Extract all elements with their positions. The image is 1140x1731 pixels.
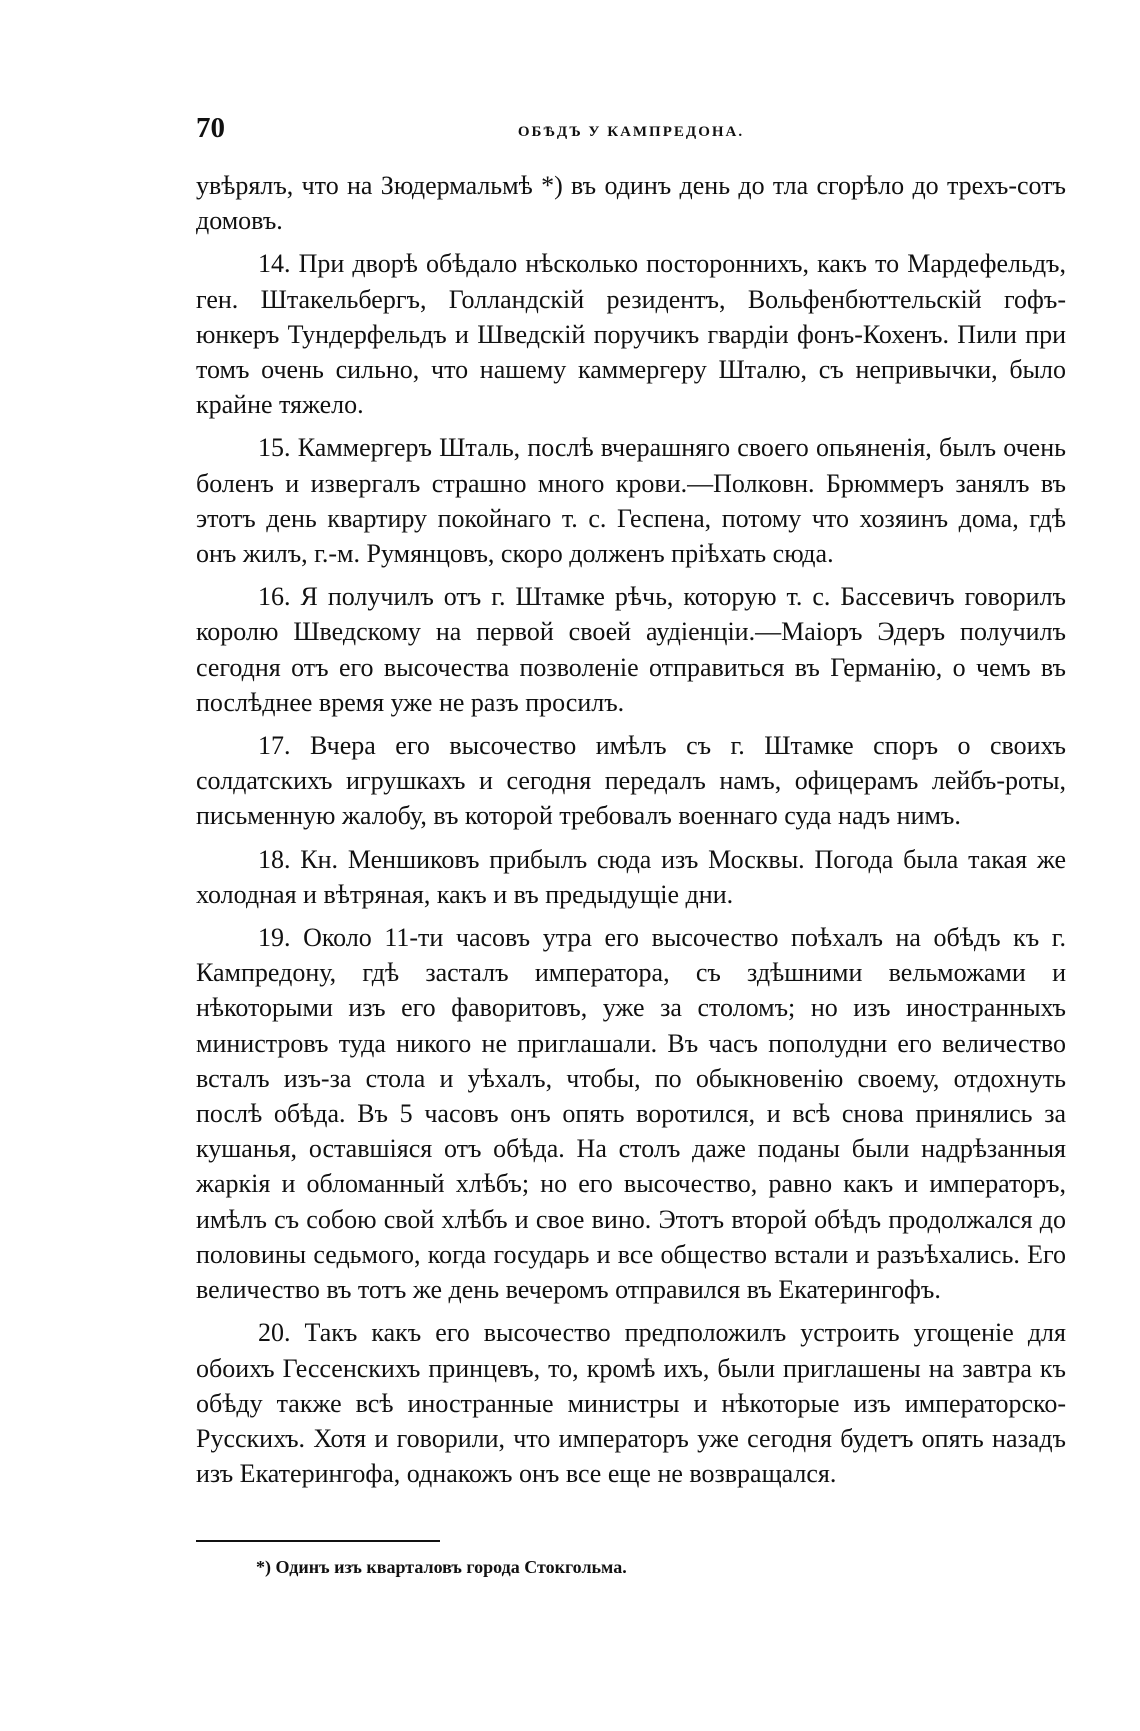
body-text xyxy=(196,168,1066,1499)
paragraph-continuation: увѣрялъ, что на Зюдермальмѣ *) въ одинъ день до тла сгорѣло до трехъ-сотъ домовъ. xyxy=(196,171,1066,236)
footnote: *) Одинъ изъ кварталовъ города Стокгольма. xyxy=(256,1557,627,1577)
page-number: 70 xyxy=(196,112,225,144)
page-header xyxy=(196,112,1066,152)
paragraph-19: 19. Около 11-ти часовъ утра его высочество поѣхалъ на обѣдъ къ г. Кампредону, гдѣ засталъ императора, съ здѣшними вельможами и нѣкоторыми изъ его фаворитовъ, уже за столомъ; но изъ иностранныхъ министровъ туда никого не приглашали. Въ часъ пополудни его величество всталъ изъ-за стола и уѣхалъ, чтобы, по обыкновенію своему, отдохнуть послѣ обѣда. Въ 5 часовъ онъ опять воротился, и всѣ снова принялись за кушанья, оставшіяся отъ обѣда. На столъ даже поданы были надрѣзанныя жаркія и обломанный хлѣбъ; но его высочество, равно какъ и императоръ, имѣлъ съ собою свой хлѣбъ и свое вино. Этотъ второй обѣдъ продолжался до половины седьмого, когда государь и все общество встали и разъѣхались. Его величество въ тотъ же день вечеромъ отправился въ Екатерингофъ. xyxy=(196,923,1066,1305)
paragraph-16: 16. Я получилъ отъ г. Штамке рѣчь, которую т. с. Бассевичъ говорилъ королю Шведскому на первой своей аудіенціи.—Маіоръ Эдеръ получилъ сегодня отъ его высочества позволеніе отправиться въ Германію, о чемъ въ послѣднее время уже не разъ просилъ. xyxy=(196,582,1066,717)
paragraph-17: 17. Вчера его высочество имѣлъ съ г. Штамке споръ о своихъ солдатскихъ игрушкахъ и сегодня передалъ намъ, офицерамъ лейбъ-роты, письменную жалобу, въ которой требовалъ военнаго суда надъ нимъ. xyxy=(196,731,1066,831)
footnote-divider xyxy=(196,1540,440,1542)
paragraph-15: 15. Каммергеръ Шталь, послѣ вчерашняго своего опьяненія, былъ очень боленъ и извергалъ страшно много крови.—Полковн. Брюммеръ занялъ въ этотъ день квартиру покойнаго т. с. Геспена, потому что хозяинъ дома, гдѣ онъ жилъ, г.-м. Румянцовъ, скоро долженъ пріѣхать сюда. xyxy=(196,433,1066,569)
paragraph-20: 20. Такъ какъ его высочество предположилъ устроить угощеніе для обоихъ Гессенскихъ принцевъ, то, кромѣ ихъ, были приглашены на завтра къ обѣду также всѣ иностранные министры и нѣкоторые изъ императорско-Русскихъ. Хотя и говорили, что императоръ уже сегодня будетъ опять назадъ изъ Екатерингофа, однакожъ онъ все еще не возвращался. xyxy=(196,1318,1066,1489)
paragraph-18: 18. Кн. Меншиковъ прибылъ сюда изъ Москвы. Погода была такая же холодная и вѣтряная, какъ и въ предыдущіе дни. xyxy=(196,844,1066,909)
running-title: ОБѢДЪ У КАМПРЕДОНА. xyxy=(517,124,745,140)
paragraph-14: 14. При дворѣ обѣдало нѣсколько постороннихъ, какъ то Мардефельдъ, ген. Штакельбергъ, Голландскій резидентъ, Вольфенбюттельскій гофъ-юнкеръ Тундерфельдъ и Шведскій поручикъ гвардіи фонъ-Кохенъ. Пили при томъ очень сильно, что нашему каммергеру Шталю, съ непривычки, было крайне тяжело. xyxy=(196,249,1066,420)
